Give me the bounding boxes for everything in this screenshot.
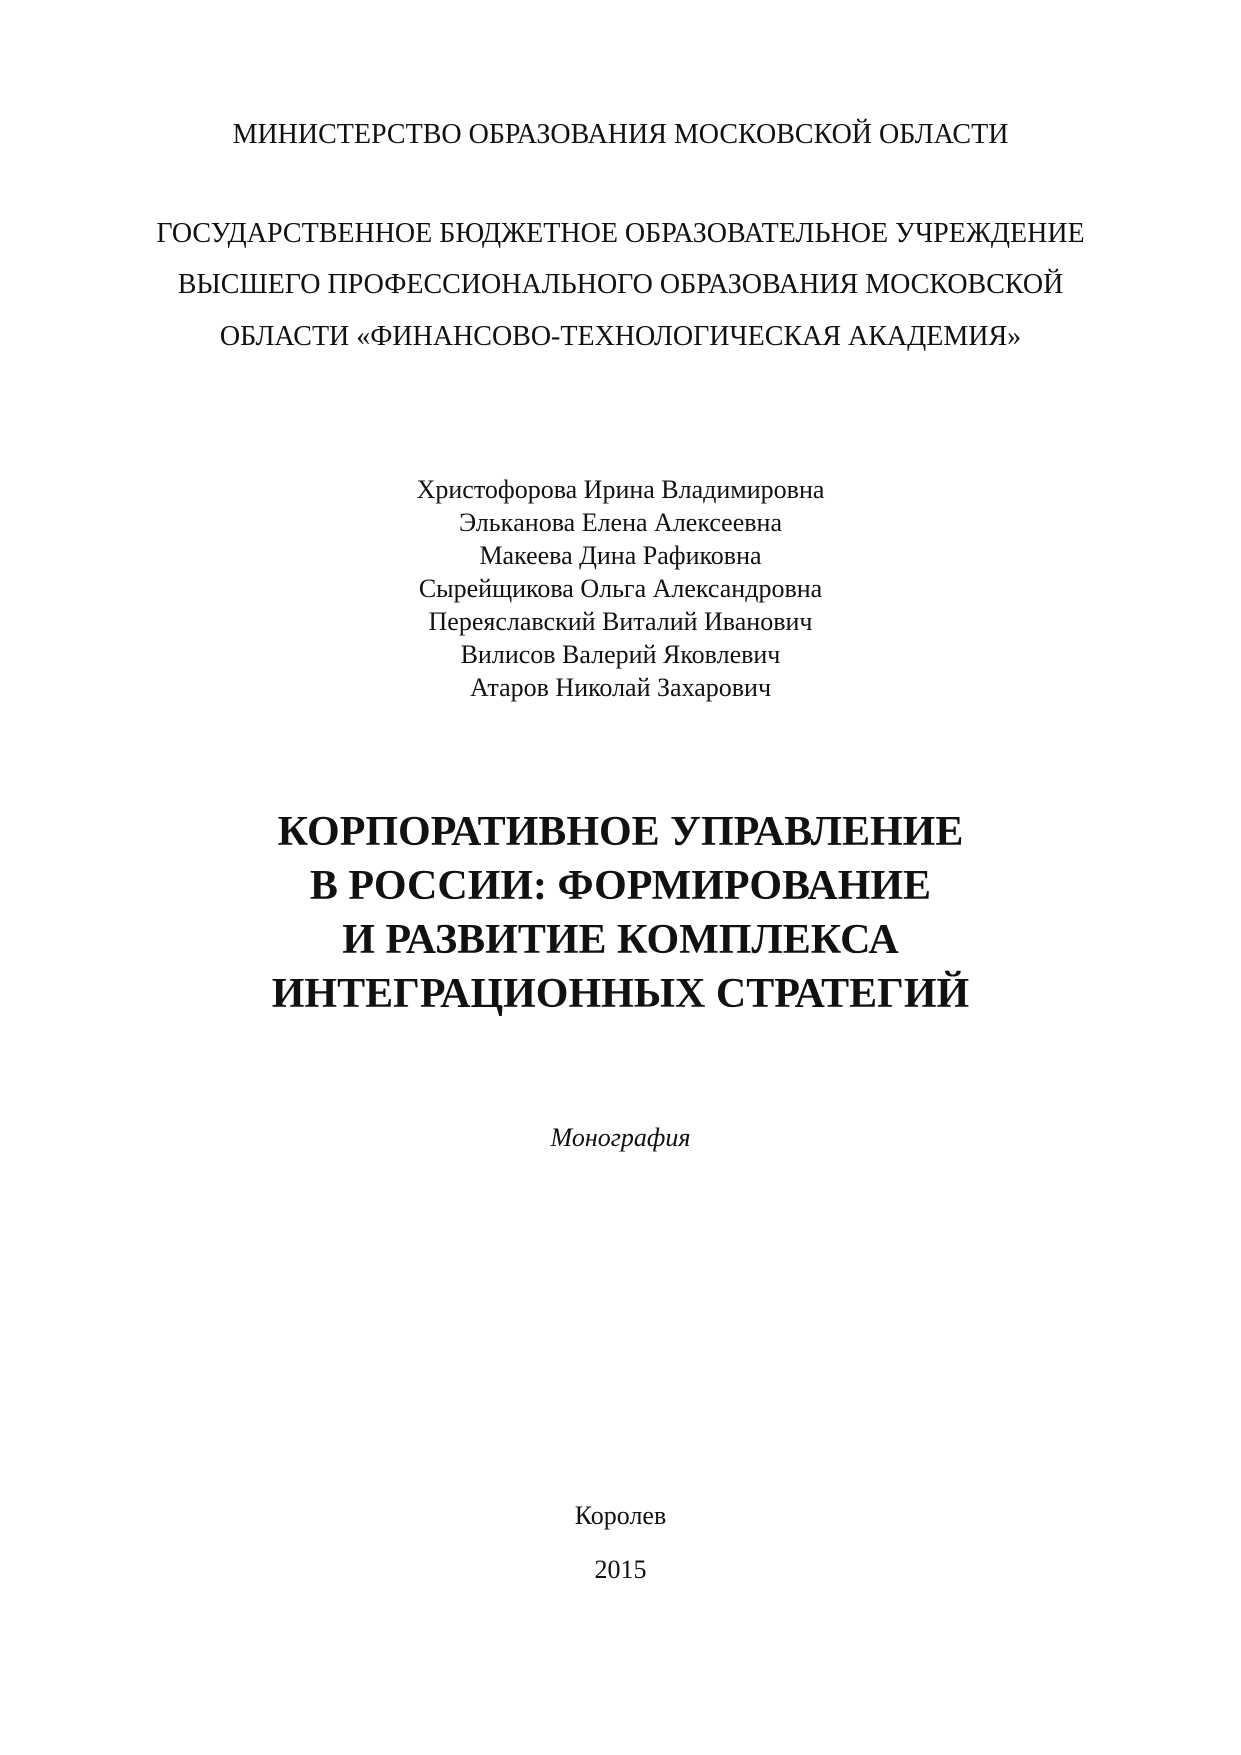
author-7: Атаров Николай Захарович <box>469 673 772 702</box>
genre-label: Монография <box>550 1123 691 1152</box>
author-2: Элькaнова Елена Алексеевна <box>458 508 782 537</box>
institution-line-1: ГОСУДАРСТВЕННОЕ БЮДЖЕТНОЕ ОБРАЗОВАТЕЛЬНОЕ УЧРЕЖДЕНИЕ <box>156 218 1085 249</box>
author-4: Сырейщикова Ольга Александровна <box>418 574 823 603</box>
institution-line-2: ВЫСШЕГО ПРОФЕССИОНАЛЬНОГО ОБРАЗОВАНИЯ МОСКОВСКОЙ <box>177 269 1064 300</box>
title-line-2: В РОССИИ: ФОРМИРОВАНИЕ <box>309 863 932 909</box>
publication-year: 2015 <box>594 1555 647 1584</box>
institution-line-3: ОБЛАСТИ «ФИНАНСОВО-ТЕХНОЛОГИЧЕСКАЯ АКАДЕМИЯ» <box>219 321 1022 352</box>
ministry-name: МИНИСТЕРСТВО ОБРАЗОВАНИЯ МОСКОВСКОЙ ОБЛАСТИ <box>232 119 1009 150</box>
publication-city: Королев <box>574 1501 667 1530</box>
author-3: Макеева Дина Рафиковна <box>479 541 762 570</box>
author-6: Вилисов Валерий Яковлевич <box>460 640 781 669</box>
author-1: Христофорова Ирина Владимировна <box>416 475 825 504</box>
author-5: Переяславский Виталий Иванович <box>428 607 813 636</box>
title-line-4: ИНТЕГРАЦИОННЫХ СТРАТЕГИЙ <box>271 971 970 1017</box>
title-line-3: И РАЗВИТИЕ КОМПЛЕКСА <box>342 917 899 963</box>
title-line-1: КОРПОРАТИВНОЕ УПРАВЛЕНИЕ <box>277 809 964 855</box>
